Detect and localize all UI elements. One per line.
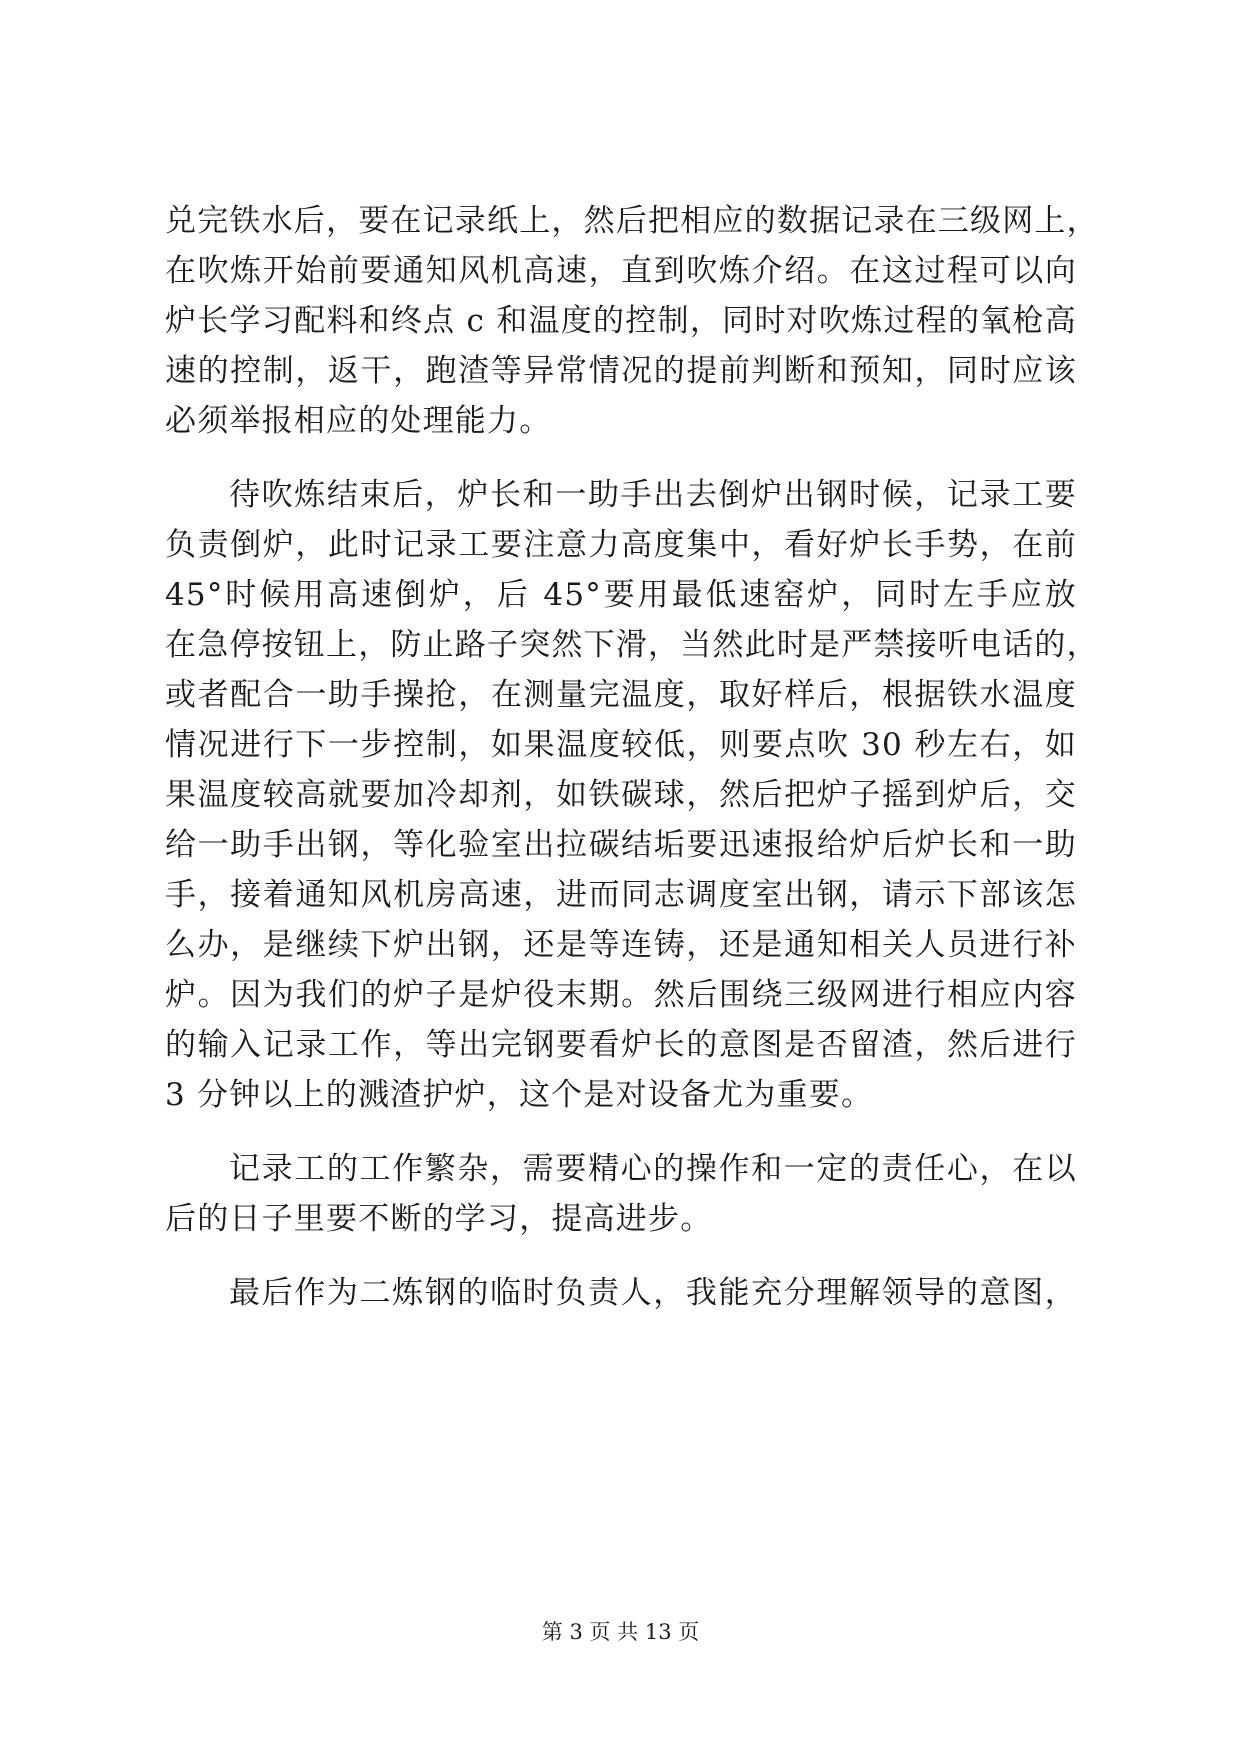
text-line: 兑完铁水后，要在记录纸上，然后把相应的数据记录在三级网上， — [165, 203, 1099, 239]
text-line: 必须举报相应的处理能力。 — [165, 403, 552, 439]
document-body — [165, 196, 1099, 1318]
text-line: 后的日子里要不断的学习，提高进步。 — [165, 1201, 713, 1237]
text-line: 45°时候用高速倒炉，后 45°要用最低速窑炉，同时左手应放 — [165, 577, 1077, 613]
text-line: 速的控制，返干，跑渣等异常情况的提前判断和预知，同时应该 — [165, 353, 1077, 389]
text-line: 情况进行下一步控制，如果温度较低，则要点吹 30 秒左右，如 — [165, 727, 1077, 763]
text-line: 负责倒炉，此时记录工要注意力高度集中，看好炉长手势，在前 — [165, 527, 1077, 563]
text-line: 炉。因为我们的炉子是炉役末期。然后围绕三级网进行相应内容 — [165, 977, 1077, 1013]
text-line: 待吹炼结束后，炉长和一助手出去倒炉出钢时候，记录工要 — [229, 477, 1077, 513]
text-line: 给一助手出钢，等化验室出拉碳结垢要迅速报给炉后炉长和一助 — [165, 827, 1077, 863]
text-line: 果温度较高就要加冷却剂，如铁碳球，然后把炉子摇到炉后，交 — [165, 777, 1077, 813]
paragraph-3 — [165, 1144, 1077, 1244]
paragraph-4 — [165, 1268, 1077, 1318]
text-line: 在急停按钮上，防止路子突然下滑，当然此时是严禁接听电话的， — [165, 627, 1099, 663]
text-line: 最后作为二炼钢的临时负责人，我能充分理解领导的意图， — [229, 1275, 1077, 1311]
text-line: 3 分钟以上的溅渣护炉，这个是对设备尤为重要。 — [165, 1077, 874, 1113]
text-line: 的输入记录工作，等出完钢要看炉长的意图是否留渣，然后进行 — [165, 1027, 1077, 1063]
text-line: 在吹炼开始前要通知风机高速，直到吹炼介绍。在这过程可以向 — [165, 253, 1077, 289]
text-line: 或者配合一助手操抢，在测量完温度，取好样后，根据铁水温度 — [165, 677, 1077, 713]
text-line: 手，接着通知风机房高速，进而同志调度室出钢，请示下部该怎 — [165, 877, 1077, 913]
text-line: 么办，是继续下炉出钢，还是等连铸，还是通知相关人员进行补 — [165, 927, 1077, 963]
page-number-footer: 第 3 页 共 13 页 — [541, 1620, 700, 1644]
paragraph-2 — [165, 470, 1099, 1120]
paragraph-1 — [165, 196, 1099, 446]
text-line: 炉长学习配料和终点 c 和温度的控制，同时对吹炼过程的氧枪高 — [165, 303, 1077, 339]
text-line: 记录工的工作繁杂，需要精心的操作和一定的责任心，在以 — [229, 1151, 1077, 1187]
